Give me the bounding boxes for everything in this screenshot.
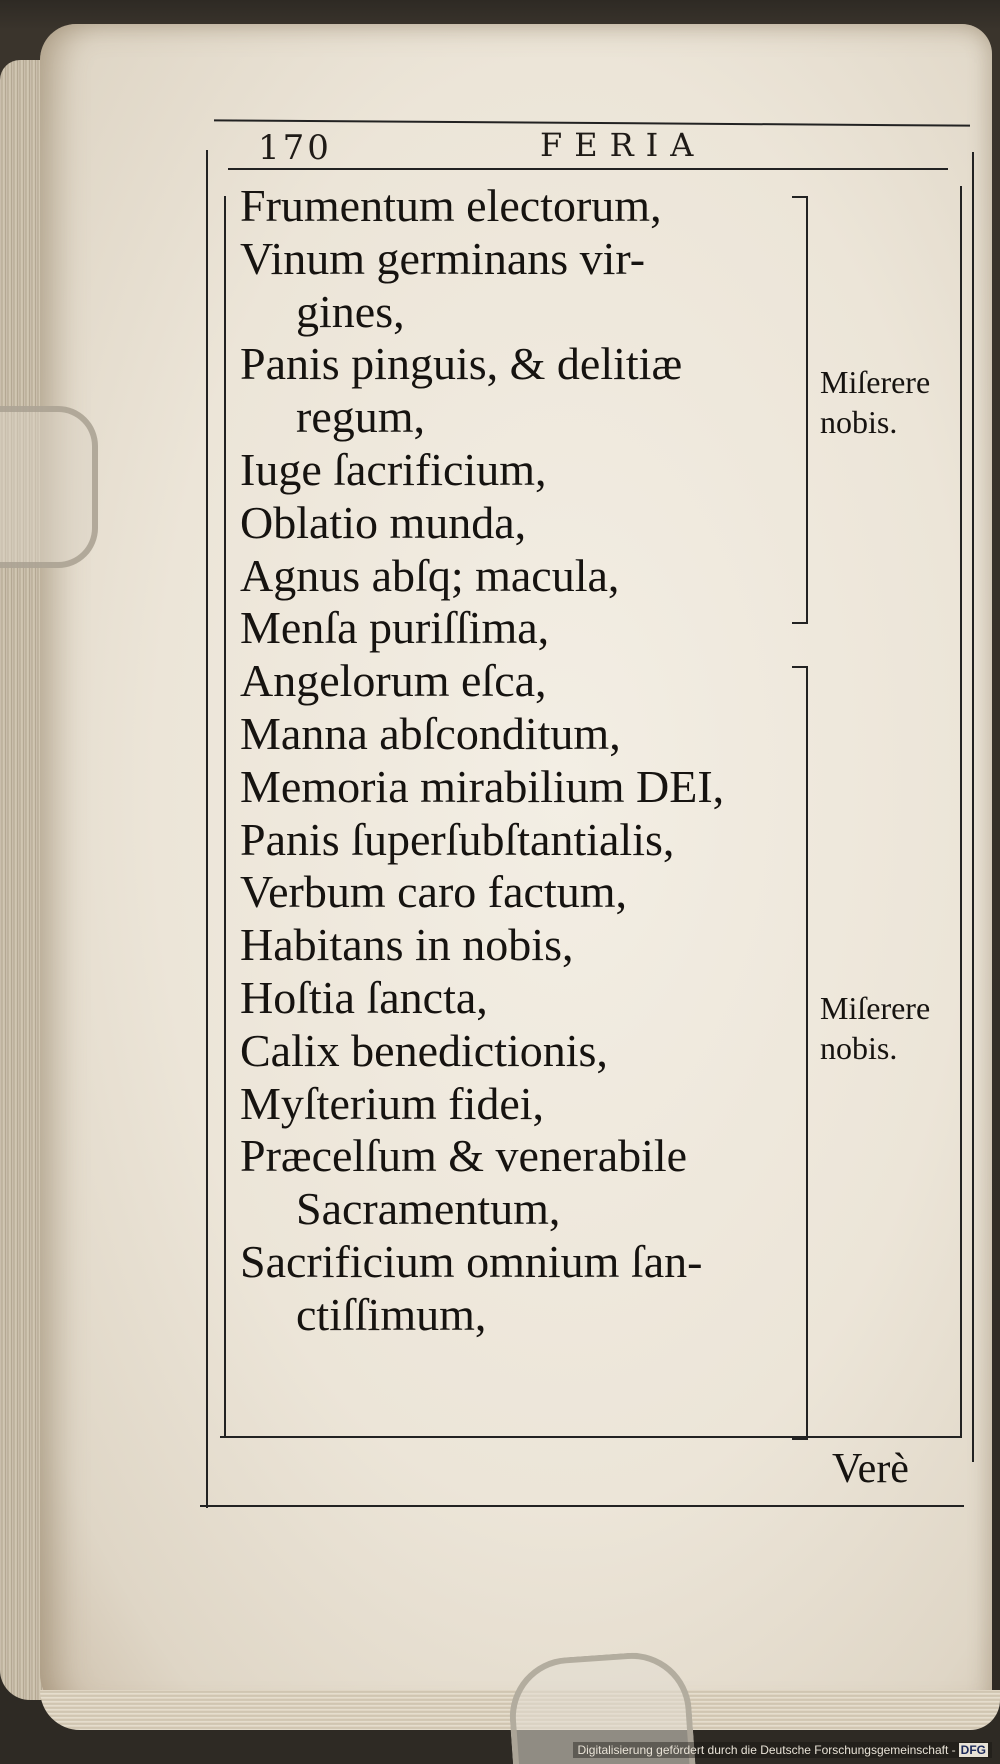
litany-line [240,972,800,1025]
litany-line [240,550,800,603]
litany-line-text: Sacrificium omnium ſan- [240,1235,703,1287]
litany-line-text: Myſterium fidei, [240,1077,545,1129]
funding-note-text: Digitalisierung gefördert durch die Deutsche Forschungsgemeinschaft - [577,1743,956,1757]
litany-line-text: Angelorum eſca, [240,655,547,707]
litany-line [240,1236,800,1342]
litany-line-text: Frumentum electorum, [240,180,662,231]
dfg-logo: DFG [960,1743,986,1757]
litany-line-text: Panis pinguis, & delitiæ [240,338,683,390]
litany-line [240,233,800,339]
litany-line [240,602,800,655]
page-number: 170 [258,128,332,168]
frame-rule-inner-bottom [220,1436,962,1438]
litany-line-text: Præcelſum & venerabile [240,1130,688,1182]
frame-rule-inner-top [228,168,948,170]
running-head: FERIA [540,126,706,164]
litany-line-text: Verbum caro factum, [240,866,628,918]
litany-line-continuation: ctiſſimum, [296,1288,487,1340]
litany-line-continuation: regum, [296,391,426,443]
response-second-line1: Miſerere [820,990,931,1026]
litany-line-text: Memoria mirabilium DEI, [240,760,725,812]
litany-line [240,708,800,761]
response-first [820,362,930,442]
litany-line-text: Vinum germinans vir- [240,232,646,284]
litany-line [240,1078,800,1131]
litany-line-continuation: gines, [296,285,405,337]
digitization-credit [573,1742,992,1758]
litany-line [240,655,800,708]
litany-line-text: Habitans in nobis, [240,919,574,971]
response-second-line2: nobis. [820,1030,898,1066]
litany-line-text: Iuge ſacrificium, [240,443,547,495]
litany-line [240,761,800,814]
litany-line [240,497,800,550]
litany-line-text: Calix benedictionis, [240,1024,608,1076]
litany-line [240,919,800,972]
response-first-line2: nobis. [820,404,898,440]
litany-line [240,1025,800,1078]
page-clip-left [0,406,98,568]
litany-invocations [240,180,800,1342]
frame-rule-left-inner [224,196,226,1436]
response-first-line1: Miſerere [820,364,931,400]
litany-line-text: Agnus abſq; macula, [240,549,620,601]
frame-rule-left-outer [206,150,208,1508]
frame-rule-right-outer [972,152,974,1462]
catchword: Verè [832,1446,909,1492]
litany-line-text: Menſa puriſſima, [240,602,550,654]
litany-line [240,444,800,497]
litany-line [240,866,800,919]
litany-line-text: Hoſtia ſancta, [240,971,488,1023]
response-second [820,988,930,1068]
litany-line [240,814,800,867]
frame-rule-right-inner [960,186,962,1436]
frame-rule-outer-bottom [200,1505,964,1507]
litany-line-text: Manna abſconditum, [240,707,621,759]
litany-line [240,1130,800,1236]
litany-line [240,180,800,233]
litany-line [240,338,800,444]
litany-line-text: Oblatio munda, [240,496,527,548]
litany-line-continuation: Sacramentum, [296,1183,561,1235]
litany-line-text: Panis ſuperſubſtantialis, [240,813,675,865]
